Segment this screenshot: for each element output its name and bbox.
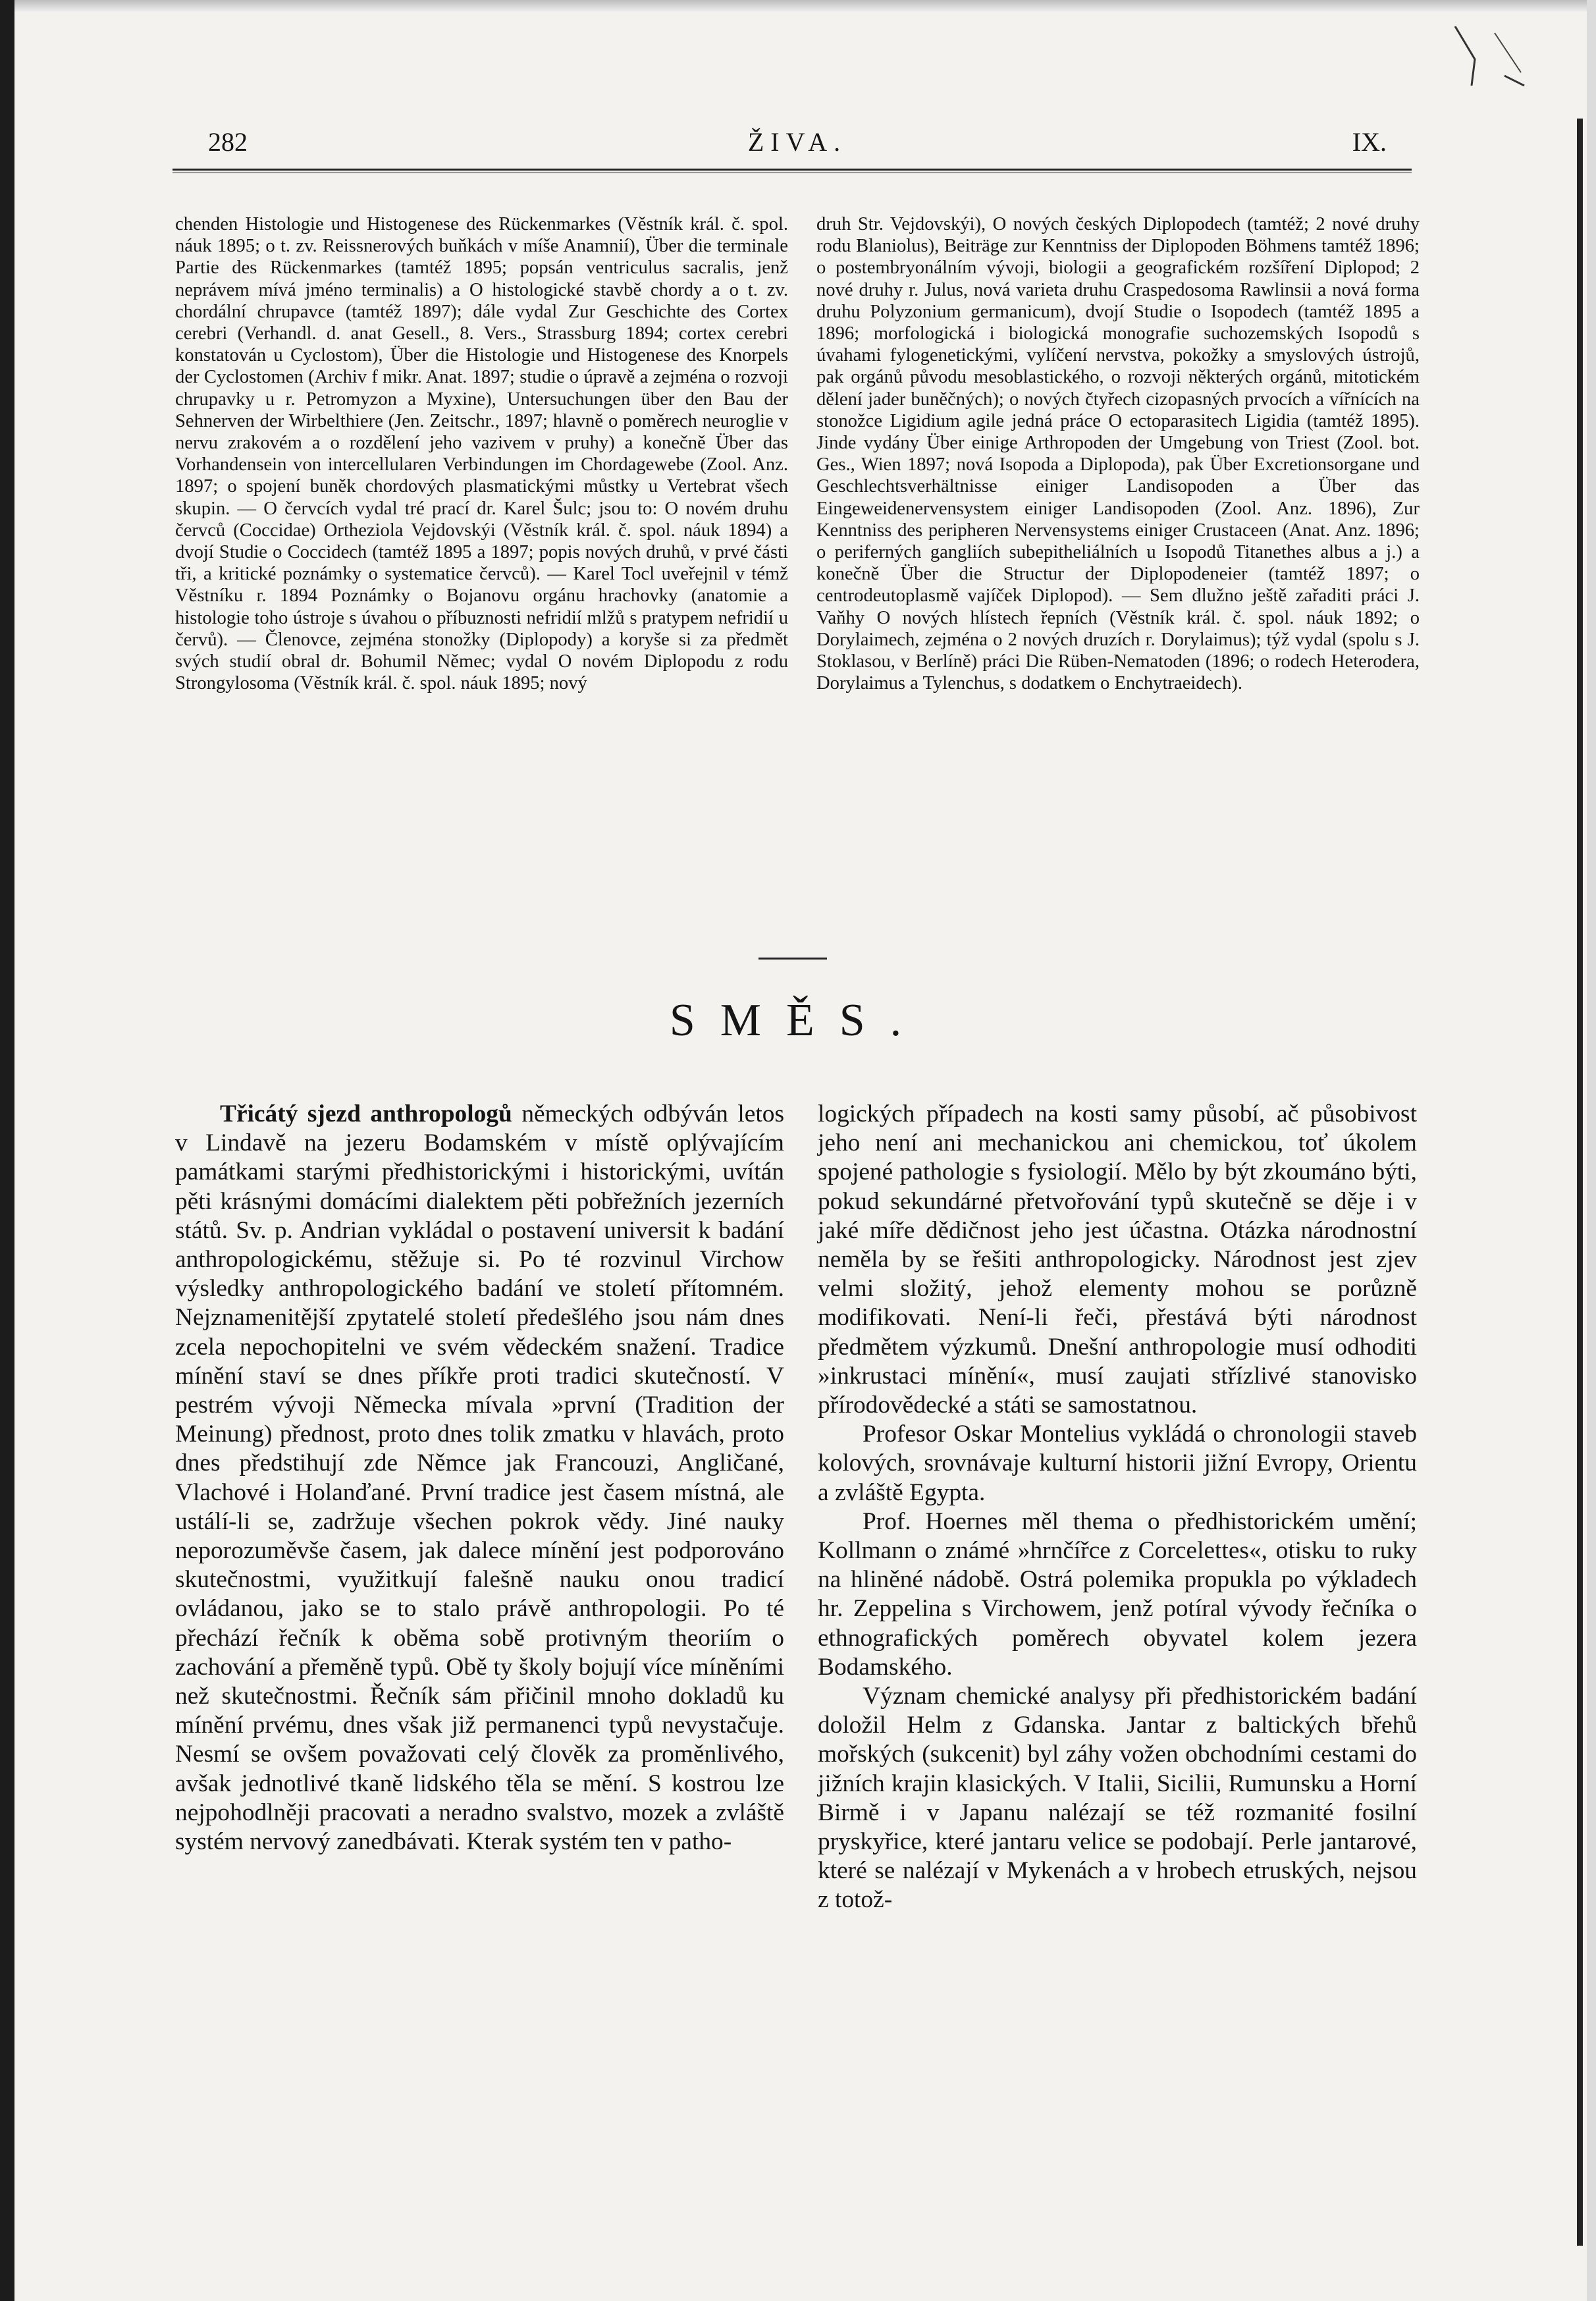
bottom-left-column [175,1100,784,1856]
article-lead: Třicátý sjezd anthropologů [220,1100,512,1127]
top-left-column [175,213,788,694]
scan-left-edge [0,0,14,2301]
article-paragraph [175,1100,784,1856]
journal-title: ŽIVA. [747,127,847,157]
paragraph-montelius: Profesor Oskar Montelius vykládá o chronologii staveb kolových, srovnávaje kulturní historii jižní Evropy, Orientu a zvláště Egypta. [818,1421,1417,1506]
top-right-text: druh Str. Vejdovskýi), O nových českých Diplopodech (tamtéž; 2 nové druhy rodu Blaniolus), Beiträge zur Kenntniss der Diplopoden Böhmens tamtéž 1896; o postembryonálním vývoji, biologii a geografickém rozšíření Diplopod; 2 nové druhy r. Julus, nová varieta druhu Craspedosoma Rawlinsii a nová forma druhu Polyzonium germanicum), dvojí Studie o Isopodech (tamtéž 1895 a 1896; morfologická i biologická monografie suchozemských Isopodů s úvahami fylogenetickými, vylíčení nervstva, pokožky a smyslových ústrojů, pak orgánů původu mesoblastického, o rozvoji některých orgánů, mitotickém dělení jader buněčných); o nových čtyřech cizopasných prvocích a vířnících na stonožce Ligidium agile jedná práce O ectoparasitech Ligidia (tamtéž 1895). Jinde vydány Über einige Arthropoden der Umgebung von Triest (Zool. bot. Ges., Wien 1897; nová Isopoda a Diplopoda), pak Über Excretionsorgane und Geschlechtsverhältnisse einiger Landisopoden a Über das Eingeweidenervensystem einiger Landisopoden (Zool. Anz. 1896), Zur Kenntniss des peripheren Nervensystems einiger Crustaceen (Anat. Anz. 1896; o periferných gangliích subepitheliálních u Isopodů Titanethes albus a j.) a konečně Über die Structur der Diplopodeneier (tamtéž 1897; o centrodeutoplasmě vajíček Diplopod). — Sem dlužno ještě zařaditi práci J. Vaňhy O nových hlístech řepních (Věstník král. č. spol. náuk 1892; o Dorylaimech, zejména o 2 nových druzích r. Dorylaimus); týž vydal (spolu s J. Stoklasou, v Berlíně) práci Die Rüben-Nematoden (1896; o rodech Heterodera, Dorylaimus a Tylenchus, s dodatkem o Enchytraeidech). [816,214,1420,694]
scan-right-edge [1587,0,1596,2301]
binding-shadow-line [1577,119,1583,2246]
header-rule [173,169,1412,173]
paragraph-continued: logických případech na kosti samy působí, ač působivost jeho není ani mechanickou ani chemickou, toť úkolem spojené pathologie s fysiologií. Mělo by být zkoumáno býti, pokud sekundárné přetvořování typů skutečně se děje i v jaké míře dědičnost jeho jest účastna. Otázka národnostní neměla by se řešiti anthropologicky. Národnost jest zjev velmi složitý, jehož elementy mohou se porůzně modifikovati. Není-li řeči, přestává býti národnost předmětem výzkumů. Dnešní anthropologie musí odhoditi »inkrustaci mínění«, musí zaujati střízlivé stanovisko přírodovědecké a státi se samostatnou. [818,1100,1417,1419]
section-title: SMĚS. [669,995,927,1046]
top-right-column [816,213,1420,694]
torn-corner-mark [1449,20,1528,92]
top-left-text: chenden Histologie und Histogenese des Rückenmarkes (Věstník král. č. spol. náuk 1895; o t. zv. Reissnerových buňkách v míše Anamnií), Über die terminale Partie des Rückenmarkes (tamtéž 1895; popsán ventriculus sacralis, jenž neprávem mívá jméno terminalis) a O histologické stavbě chordy a o t. zv. chordální chrupavce (tamtéž 1897); dále vydal Zur Geschichte des Cortex cerebri (Verhandl. d. anat Gesell., 8. Vers., Strassburg 1894; cortex cerebri konstatován u Cyclostom), Über die Histologie und Histogenese des Knorpels der Cyclostomen (Archiv f mikr. Anat. 1897; studie o úpravě a zejména o rozvoji chrupavky u r. Petromyzon a Myxine), Untersuchungen über den Bau der Sehnerven der Wirbelthiere (Jen. Zeitschr., 1897; hlavně o poměrech neuroglie v nervu zrakovém a o rozdělení jeho vazivem v pruhy) a konečně Über das Vorhandensein von intercellularen Verbindungen im Chordagewebe (Zool. Anz. 1897; o spojení buněk chordových plasmatickými můstky u Vertebrat všech skupin. — O červcích vydal tré prací dr. Karel Šulc; jsou to: O novém druhu červců (Coccidae) Ortheziola Vejdovskýi (Věstník král. č. spol. náuk 1894) a dvojí Studie o Coccidech (tamtéž 1895 a 1897; popis nových druhů, v prvé části tři, a kritické poznámky o systematice červců). — Karel Tocl uveřejnil v témž Věstníku r. 1894 Poznámky o Bojanovu orgánu hrachovky (anatomie a histologie toho ústroje s úvahou o příbuznosti nefridií mlžů s pratypem nefridií u červů). — Členovce, zejména stonožky (Diplopody) a koryše si za předmět svých studií obral dr. Bohumil Němec; vydal O novém Diplopodu z rodu Strongylosoma (Věstník král. č. spol. náuk 1895; nový [175,214,788,694]
section-divider [758,958,827,960]
volume-number: IX. [1352,127,1387,157]
paragraph-hoernes: Prof. Hoernes měl thema o předhistorickém umění; Kollmann o známé »hrnčířce z Corcelettes«, otisku to ruky na hliněné nádobě. Ostrá polemika propukla po výkladech hr. Zeppelina s Virchowem, jenž potíral vývody řečníka o ethnografických poměrech obyvatel kolem jezera Bodamského. [818,1507,1417,1681]
scan-top-edge [0,0,1596,12]
page-number: 282 [208,127,248,157]
paragraph-chemical-analysis: Význam chemické analysy při předhistorickém badání doložil Helm z Gdanska. Jantar z baltických břehů mořských (sukcenit) byl záhy vožen obchodními cestami do jižních krajin klasických. V Italii, Sicilii, Rumunsku a Horní Birmě i v Japanu nalézají se též rozmanité fosilní pryskyřice, které jantaru velice se podobají. Perle jantarové, které se nalézají v Mykenách a v hrobech etruských, nejsou z totož- [818,1683,1417,1914]
article-text: německých odbýván letos v Lindavě na jezeru Bodamském v místě oplývajícím památkami starými předhistorickými i historickými, uvítán pěti krásnými domácími dialektem pěti pobřežních jezerních států. Sv. p. Andrian vykládal o postavení universit k badání anthropologickému, stěžuje si. Po té rozvinul Virchow výsledky anthropologického badání ve století přítomném. Nejznamenitější zpytatelé století předešlého jsou nám dnes zcela nepochopitelni ve svém vědeckém snažení. Tradice mínění staví se dnes příkře proti tradici skutečností. V pestrém vývoji Německa mívala »první (Tradition der Meinung) přednost, proto dnes tolik zmatku v hlavách, proto dnes předstihují zde Němce jak Francouzi, Angličané, Vlachové i Holanďané. První tradice jest časem místná, ale ustálí-li se, zadržuje všechen pokrok vědy. Jiné nauky neporozuměvše časem, jak dalece mínění jest podporováno skutečnostmi, využitkují falešně nauku onou tradicí ovládanou, jako se to stalo právě anthropologii. Po té přechází řečník k oběma sobě protivným theoriím o zachování a přeměně typů. Obě ty školy bojují více míněními než skutečnostmi. Řečník sám přičinil mnoho dokladů ku mínění prvému, dnes však již permanenci typů nevystačuje. Nesmí se ovšem považovati celý člověk za proměnlivého, avšak jednotlivé tkaně lidského těla se mění. S kostrou lze nejpohodlněji pracovati a neradno svalstvo, mozek a zvláště systém nervový zanedbávati. Kterak systém ten v patho- [175,1100,784,1856]
bottom-right-column [818,1100,1417,1915]
running-header [208,126,1387,169]
